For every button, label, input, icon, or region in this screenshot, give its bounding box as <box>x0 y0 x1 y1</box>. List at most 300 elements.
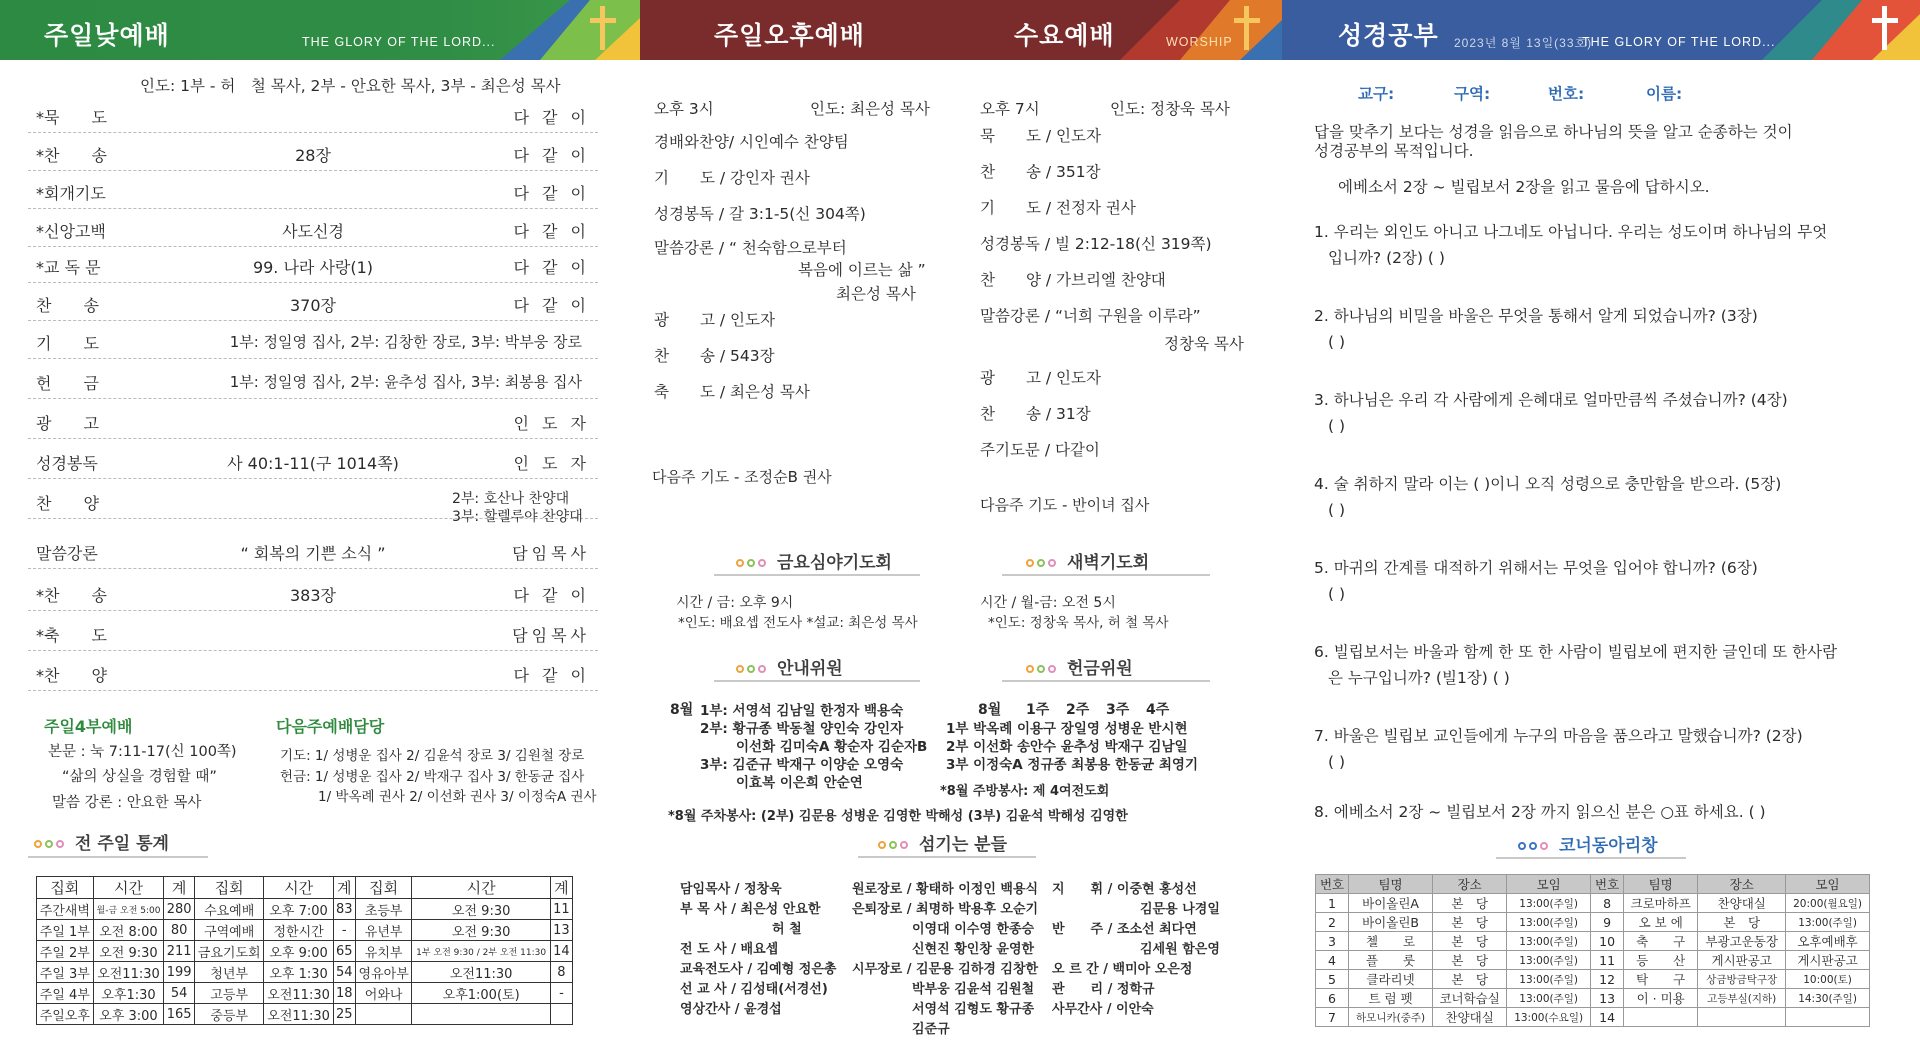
question-text: 8. 에베소서 2장 ~ 빌립보서 2장 까지 읽으신 분은 ○표 하세요. ( ) <box>1314 803 1766 821</box>
order-row <box>28 402 598 439</box>
order-row <box>28 654 598 691</box>
order-content: 사 40:1-11(구 1014쪽) <box>227 454 399 473</box>
table-header-cell: 장소 <box>1433 875 1507 894</box>
question-text: 7. 바울은 빌립보 교인들에게 누구의 마음을 품으라고 말했습니까? (2장) <box>1314 727 1803 745</box>
order-leader: 다 같 이 <box>513 666 590 685</box>
afternoon-leader: 인도: 최은성 목사 <box>810 100 930 118</box>
usher-line: 3부: 김준규 박재구 이양순 오영숙 <box>700 757 904 773</box>
table-cell: 하모니카(중주) <box>1349 1008 1433 1027</box>
dawn-people: *인도: 정창욱 목사, 허 철 목사 <box>988 615 1169 631</box>
afternoon-item: 경배와찬양/ 시인예수 찬양팀 <box>654 133 849 151</box>
fourth-service-text: 본문 : 눅 7:11-17(신 100쪽) <box>48 744 237 760</box>
friday-title: 금요심야기도회 <box>736 548 892 573</box>
table-cell: 13:00(주일) <box>1507 913 1591 932</box>
order-row <box>28 322 598 359</box>
table-cell: 20:00(월요일) <box>1786 894 1870 913</box>
offering-title: 헌금위원 <box>1026 654 1133 679</box>
table-header-cell: 계 <box>164 877 195 899</box>
table-cell: 상금방금탁구장 <box>1698 970 1786 989</box>
bible-question <box>1314 474 1781 521</box>
table-cell: 게시판공고 <box>1698 951 1786 970</box>
divider <box>858 856 1036 858</box>
wednesday-item: 성경봉독 / 빌 2:12-18(신 319쪽) <box>980 235 1212 253</box>
header-bible <box>1282 0 1920 60</box>
order-leader: 다 같 이 <box>513 184 590 203</box>
afternoon-item: 기 도 / 강인자 권사 <box>654 169 810 187</box>
order-label: 광 고 <box>36 414 99 433</box>
header-decoration-sunday <box>500 0 640 60</box>
cross-icon <box>1234 6 1260 50</box>
bible-intro-2: 성경공부의 목적입니다. <box>1314 142 1474 160</box>
afternoon-item: 찬 송 / 543장 <box>654 347 775 365</box>
dots-icon <box>736 659 769 679</box>
order-row <box>28 614 598 651</box>
table-row <box>37 899 573 920</box>
cross-icon <box>1872 6 1898 50</box>
table-cell: 부광고운동장 <box>1698 932 1786 951</box>
table-cell: 본 당 <box>1433 932 1507 951</box>
table-cell <box>1698 1008 1786 1027</box>
order-leader: 다 같 이 <box>513 222 590 241</box>
table-row <box>37 941 573 962</box>
table-header-cell: 집회 <box>194 877 264 899</box>
usher-line: 이효복 이은희 안순연 <box>736 775 863 791</box>
table-cell: 54 <box>164 983 195 1004</box>
table-cell: 13:00(주일) <box>1507 989 1591 1008</box>
table-cell: 오 보 에 <box>1624 913 1698 932</box>
table-row <box>37 983 573 1004</box>
table-cell: 18 <box>333 983 355 1004</box>
header-title: 성경공부 <box>1338 21 1439 50</box>
bible-instruction: 에베소서 2장 ~ 빌립보서 2장을 읽고 물음에 답하시오. <box>1338 178 1710 196</box>
table-header-cell: 계 <box>333 877 355 899</box>
offering-line: 1부 박옥례 이용구 장일영 성병운 반시현 <box>946 721 1188 737</box>
table-cell: 등 산 <box>1624 951 1698 970</box>
table-cell: 첼 로 <box>1349 932 1433 951</box>
question-answer: ( ) <box>1328 417 1346 435</box>
staff-line: 영상간사 / 윤경섭 <box>680 1002 782 1017</box>
order-label: 말씀강론 <box>36 544 98 563</box>
table-cell: 165 <box>164 1004 195 1025</box>
bible-field-1: 구역: <box>1454 85 1491 103</box>
wednesday-leader: 인도: 정창욱 목사 <box>1110 100 1230 118</box>
table-cell: 65 <box>333 941 355 962</box>
fourth-service-theme: “삶의 상실을 경험할 때” <box>62 769 217 785</box>
table-cell: 13 <box>1591 989 1624 1008</box>
order-content: 1부: 정일영 집사, 2부: 김창한 장로, 3부: 박부웅 장로 <box>229 333 582 351</box>
friday-people: *인도: 배요셉 전도사 *설교: 최은성 목사 <box>678 615 918 631</box>
divider <box>714 680 920 682</box>
wednesday-item: 찬 양 / 가브리엘 찬양대 <box>980 271 1166 289</box>
bible-question <box>1314 306 1758 353</box>
staff-line: 은퇴장로 / 최명하 박용후 오순기 <box>852 902 1039 917</box>
table-header-row <box>1316 875 1870 894</box>
table-header-cell: 장소 <box>1698 875 1786 894</box>
table-cell: 211 <box>164 941 195 962</box>
table-row <box>37 1004 573 1025</box>
table-cell: 25 <box>333 1004 355 1025</box>
table-cell: 본 당 <box>1698 913 1786 932</box>
table-cell: 청년부 <box>194 962 264 983</box>
afternoon-item: 말씀강론 / “ 천숙함으로부터 <box>654 239 847 257</box>
staff-line: 담임목사 / 정창욱 <box>680 882 782 897</box>
table-cell: 오전 9:30 <box>93 941 164 962</box>
offering-week: 2주 <box>1066 702 1090 718</box>
table-cell: 오후 1:30 <box>264 962 333 983</box>
wednesday-item: 찬 송 / 351장 <box>980 163 1101 181</box>
order-label: *찬 송 <box>36 586 107 605</box>
table-row <box>1316 989 1870 1008</box>
choirs-title: 코너동아리창 <box>1518 831 1658 856</box>
order-leader: 다 같 이 <box>513 258 590 277</box>
table-header-cell: 시간 <box>412 877 550 899</box>
table-cell: 오후 9:00 <box>264 941 333 962</box>
bible-question <box>1314 222 1827 269</box>
table-cell: 게시판공고 <box>1786 951 1870 970</box>
header-subtitle: THE GLORY OF THE LORD... <box>302 35 496 49</box>
order-content: 28장 <box>295 146 331 165</box>
sunday-leaders: 인도: 1부 - 허 철 목사, 2부 - 안요한 목사, 3부 - 최은성 목사 <box>140 77 561 95</box>
table-cell: 유년부 <box>355 920 412 941</box>
order-row <box>28 96 598 133</box>
order-row <box>28 362 598 399</box>
table-cell: 6 <box>1316 989 1349 1008</box>
order-content: 99. 나라 사랑(1) <box>252 258 374 277</box>
table-cell: 11 <box>1591 951 1624 970</box>
staff-line: 서영석 김형도 황규종 <box>912 1002 1035 1017</box>
table-cell: 탁 구 <box>1624 970 1698 989</box>
order-row <box>28 246 598 283</box>
order-row <box>28 532 598 569</box>
table-header-cell: 팀명 <box>1349 875 1433 894</box>
header-sunday <box>0 0 640 60</box>
table-row <box>1316 932 1870 951</box>
table-cell: 80 <box>164 920 195 941</box>
question-answer: ( ) <box>1328 501 1346 519</box>
table-header-cell: 모임 <box>1507 875 1591 894</box>
header-subtitle-worship: WORSHIP <box>1166 35 1233 49</box>
order-label: 기 도 <box>36 334 99 353</box>
table-cell: 클라리넷 <box>1349 970 1433 989</box>
table-row <box>37 962 573 983</box>
table-cell: 축 구 <box>1624 932 1698 951</box>
wednesday-next-prayer: 다음주 기도 - 반이녀 집사 <box>980 496 1150 514</box>
table-cell: 10:00(토) <box>1786 970 1870 989</box>
wednesday-item: 정창욱 목사 <box>1164 335 1244 353</box>
ushers-title: 안내위원 <box>736 654 843 679</box>
table-cell: 수요예배 <box>194 899 264 920</box>
question-text: 6. 빌립보서는 바울과 함께 한 또 한 사람이 빌립보에 편지한 글인데 또 한사람 <box>1314 643 1838 661</box>
wednesday-time: 오후 7시 <box>980 100 1040 118</box>
table-cell: 12 <box>1591 970 1624 989</box>
staff-line: 박부웅 김윤석 김원철 <box>912 982 1035 997</box>
order-label: *찬 송 <box>36 146 107 165</box>
staff-line: 김준규 <box>912 1022 950 1037</box>
table-cell: 오후 7:00 <box>264 899 333 920</box>
table-cell: 코너학습실 <box>1433 989 1507 1008</box>
table-cell: 13 <box>550 920 572 941</box>
order-label: *축 도 <box>36 626 107 645</box>
afternoon-next-prayer: 다음주 기도 - 조정순B 권사 <box>652 468 832 486</box>
order-leader: 다 같 이 <box>513 108 590 127</box>
table-cell: 주일 1부 <box>37 920 94 941</box>
bible-field-0: 교구: <box>1358 85 1395 103</box>
divider <box>1496 857 1686 859</box>
table-cell: 1 <box>1316 894 1349 913</box>
order-row <box>28 442 598 479</box>
dots-icon <box>878 835 911 855</box>
header-title: 주일낮예배 <box>44 21 170 50</box>
usher-line: 2부: 황규종 박동철 양인숙 강인자 <box>700 721 904 737</box>
afternoon-item: 성경봉독 / 갈 3:1-5(신 304쪽) <box>654 205 866 223</box>
header-subtitle: THE GLORY OF THE LORD... <box>1582 35 1776 49</box>
staff-line: 반 주 / 조소선 최다연 <box>1052 922 1197 937</box>
order-label: *찬 양 <box>36 666 107 685</box>
table-row <box>1316 951 1870 970</box>
table-cell: 주일 2부 <box>37 941 94 962</box>
table-cell: 오후1:30 <box>93 983 164 1004</box>
table-cell: 11 <box>550 899 572 920</box>
choir-table <box>1315 874 1870 1027</box>
next-week-offering: 헌금: 1/ 성병운 집사 2/ 박재구 집사 3/ 한동균 집사 <box>280 769 585 785</box>
wednesday-item: 찬 송 / 31장 <box>980 405 1091 423</box>
table-cell: 주일 3부 <box>37 962 94 983</box>
table-cell: 본 당 <box>1433 913 1507 932</box>
question-text: 1. 우리는 외인도 아니고 나그네도 아닙니다. 우리는 성도이며 하나님의 무엇 <box>1314 223 1828 241</box>
table-cell: 오전11:30 <box>412 962 550 983</box>
next-week-title: 다음주예배담당 <box>276 717 385 736</box>
table-header-cell: 번호 <box>1316 875 1349 894</box>
afternoon-item: 축 도 / 최은성 목사 <box>654 383 810 401</box>
question-answer: 은 누구입니까? (빌1장) ( ) <box>1328 669 1510 687</box>
table-cell: 8 <box>550 962 572 983</box>
table-cell: 주일 4부 <box>37 983 94 1004</box>
bible-question <box>1314 558 1758 605</box>
table-header-row <box>37 877 573 899</box>
table-cell: 8 <box>1591 894 1624 913</box>
staff-line: 이영대 이수영 한종승 <box>912 922 1035 937</box>
table-cell: 83 <box>333 899 355 920</box>
table-cell: 구역예배 <box>194 920 264 941</box>
order-row <box>28 172 598 209</box>
divider <box>1002 680 1210 682</box>
offering-week: 1주 <box>1026 702 1050 718</box>
table-cell: - <box>550 983 572 1004</box>
header-date: 2023년 8월 13일(33호) <box>1454 36 1593 50</box>
table-header-cell: 팀명 <box>1624 875 1698 894</box>
wednesday-item: 광 고 / 인도자 <box>980 369 1101 387</box>
table-cell: 13:00(주일) <box>1786 913 1870 932</box>
table-cell: 본 당 <box>1433 894 1507 913</box>
staff-line: 신현진 황인창 윤영한 <box>912 942 1035 957</box>
fourth-service-title: 주일4부예배 <box>44 717 133 736</box>
order-leader: 다 같 이 <box>513 146 590 165</box>
table-cell: 유치부 <box>355 941 412 962</box>
afternoon-item: 광 고 / 인도자 <box>654 311 775 329</box>
question-answer: ( ) <box>1328 753 1346 771</box>
staff-line: 관 리 / 정학규 <box>1052 982 1155 997</box>
table-cell: 본 당 <box>1433 970 1507 989</box>
order-row <box>28 574 598 611</box>
order-row <box>28 284 598 321</box>
staff-line: 김문용 나경일 <box>1140 902 1220 917</box>
usher-line: 이선화 김미숙A 황순자 김순자B <box>736 739 928 755</box>
order-label: 찬 양 <box>36 494 99 513</box>
stats-table <box>36 876 573 1025</box>
bible-question <box>1314 802 1766 823</box>
order-row <box>28 210 598 247</box>
table-cell: 바이올린A <box>1349 894 1433 913</box>
table-cell: 플 룻 <box>1349 951 1433 970</box>
table-cell <box>1624 1008 1698 1027</box>
staff-line: 김세원 함은영 <box>1140 942 1220 957</box>
dots-icon <box>1026 659 1059 679</box>
staff-line: 사무간사 / 이안숙 <box>1052 1002 1154 1017</box>
header-afternoon-wednesday <box>640 0 1282 60</box>
table-header-cell: 계 <box>550 877 572 899</box>
table-row <box>1316 970 1870 989</box>
table-cell: 14:30(주일) <box>1786 989 1870 1008</box>
question-answer: ( ) <box>1328 585 1346 603</box>
table-cell: 10 <box>1591 932 1624 951</box>
table-cell: 오전 8:00 <box>93 920 164 941</box>
order-row <box>28 134 598 171</box>
dots-icon <box>1026 553 1059 573</box>
staff-line: 오 르 간 / 백미아 오은정 <box>1052 962 1193 977</box>
header-title-afternoon: 주일오후예배 <box>714 21 865 50</box>
order-leader: 인 도 자 <box>513 414 590 433</box>
table-cell: 오후 3:00 <box>93 1004 164 1025</box>
table-cell: 14 <box>1591 1008 1624 1027</box>
table-cell: 9 <box>1591 913 1624 932</box>
offering-week: 3주 <box>1106 702 1130 718</box>
ushers-month: 8월 <box>670 702 694 718</box>
order-leader: 다 같 이 <box>513 586 590 605</box>
next-week-prayer: 기도: 1/ 성병운 집사 2/ 김윤석 장로 3/ 김원철 장로 <box>280 748 585 764</box>
order-content: 383장 <box>290 586 336 605</box>
cross-icon <box>590 6 616 50</box>
table-cell: 54 <box>333 962 355 983</box>
table-row <box>37 920 573 941</box>
table-cell: 크로마하프 <box>1624 894 1698 913</box>
header-title-wednesday: 수요예배 <box>1014 21 1115 50</box>
table-cell: 어와나 <box>355 983 412 1004</box>
table-cell: 오전 9:30 <box>412 920 550 941</box>
table-cell: 13:00(주일) <box>1507 970 1591 989</box>
order-leader: 인 도 자 <box>513 454 590 473</box>
table-cell: 찬양대실 <box>1698 894 1786 913</box>
table-cell: 13:00(주일) <box>1507 951 1591 970</box>
table-cell: 금요기도회 <box>194 941 264 962</box>
table-cell: 찬양대실 <box>1433 1008 1507 1027</box>
table-row <box>1316 894 1870 913</box>
wednesday-item: 말씀강론 / “너희 구원을 이루라” <box>980 307 1201 325</box>
table-cell: 영유아부 <box>355 962 412 983</box>
table-cell: 본 당 <box>1433 951 1507 970</box>
question-text: 2. 하나님의 비밀을 바울은 무엇을 통해서 알게 되었습니까? (3장) <box>1314 307 1758 325</box>
divider <box>1002 574 1210 576</box>
table-cell: 199 <box>164 962 195 983</box>
table-header-cell: 시간 <box>264 877 333 899</box>
offering-week: 4주 <box>1146 702 1170 718</box>
dawn-time: 시간 / 월-금: 오전 5시 <box>980 595 1116 611</box>
table-cell: 14 <box>550 941 572 962</box>
table-cell: 월-금 오전 5:00 <box>93 899 164 920</box>
order-content: 1부: 정일영 집사, 2부: 윤추성 집사, 3부: 최봉용 집사 <box>229 373 582 391</box>
table-cell: 오후1:00(토) <box>412 983 550 1004</box>
stats-title: 전 주일 통계 <box>34 829 169 854</box>
question-text: 5. 마귀의 간계를 대적하기 위해서는 무엇을 입어야 합니까? (6장) <box>1314 559 1758 577</box>
table-cell: 중등부 <box>194 1004 264 1025</box>
table-header-cell: 번호 <box>1591 875 1624 894</box>
order-label: 성경봉독 <box>36 454 98 473</box>
table-cell <box>412 1004 550 1025</box>
table-cell: 오전11:30 <box>264 1004 333 1025</box>
order-label: *신앙고백 <box>36 222 106 241</box>
table-header-cell: 집회 <box>355 877 412 899</box>
dawn-title: 새벽기도회 <box>1026 548 1149 573</box>
staff-line: 부 목 사 / 최은성 안요한 <box>680 902 821 917</box>
bible-question <box>1314 390 1788 437</box>
afternoon-item: 최은성 목사 <box>836 285 916 303</box>
kitchen-service: *8월 주방봉사: 제 4여전도회 <box>940 784 1110 799</box>
offering-line: 2부 이선화 송안수 윤추성 박재구 김남일 <box>946 739 1188 755</box>
order-leader: 담임목사 <box>512 544 590 563</box>
choir-praise-3: 3부: 할렐루야 찬양대 <box>452 509 583 525</box>
order-label: *회개기도 <box>36 184 106 203</box>
table-cell: 13:00(주일) <box>1507 894 1591 913</box>
question-text: 4. 술 취하지 말라 이는 ( )이니 오직 성령으로 충만함을 받으라. (5장) <box>1314 475 1782 493</box>
dots-icon <box>736 553 769 573</box>
offering-line: 3부 이정숙A 정규종 최봉용 한동균 최영기 <box>946 757 1198 773</box>
table-header-cell: 시간 <box>93 877 164 899</box>
staff-line: 원로장로 / 황태하 이정인 백용식 <box>852 882 1039 897</box>
table-row <box>1316 1008 1870 1027</box>
parking-service: *8월 주차봉사: (2부) 김문용 성병운 김영한 박해성 (3부) 김윤석 박해성 김영한 <box>668 809 1128 824</box>
order-content: 사도신경 <box>282 222 344 241</box>
bible-question <box>1314 642 1837 689</box>
order-label: 헌 금 <box>36 374 99 393</box>
table-cell: 초등부 <box>355 899 412 920</box>
table-cell: 280 <box>164 899 195 920</box>
staff-line: 지 휘 / 이중현 홍성선 <box>1052 882 1197 897</box>
staff-title: 섬기는 분들 <box>878 830 1007 855</box>
table-cell: 1부 오전 9:30 / 2부 오전 11:30 <box>412 941 550 962</box>
table-cell: 오전11:30 <box>93 962 164 983</box>
staff-line: 시무장로 / 김문용 김하경 김창한 <box>852 962 1039 977</box>
staff-line: 선 교 사 / 김성태(서경선) <box>680 982 828 997</box>
table-cell: 13:00(주일) <box>1507 932 1591 951</box>
offering-month: 8월 <box>978 702 1002 718</box>
dots-icon <box>1518 836 1551 856</box>
wednesday-item: 묵 도 / 인도자 <box>980 127 1101 145</box>
table-cell: 주일오후 <box>37 1004 94 1025</box>
table-cell: 바이올린B <box>1349 913 1433 932</box>
wednesday-item: 주기도문 / 다같이 <box>980 441 1100 459</box>
order-leader: 담임목사 <box>512 626 590 645</box>
question-text: 3. 하나님은 우리 각 사람에게 은혜대로 얼마만큼씩 주셨습니까? (4장) <box>1314 391 1788 409</box>
fourth-service-sermon: 말씀 강론 : 안요한 목사 <box>52 795 202 811</box>
table-cell: 이 · 미용 <box>1624 989 1698 1008</box>
order-leader: 다 같 이 <box>513 296 590 315</box>
staff-line: 교육전도사 / 김예형 정은총 <box>680 962 837 977</box>
table-cell: 고등부 <box>194 983 264 1004</box>
question-answer: ( ) <box>1328 333 1346 351</box>
table-cell: 고등부실(지하) <box>1698 989 1786 1008</box>
table-header-cell: 모임 <box>1786 875 1870 894</box>
table-cell <box>355 1004 412 1025</box>
order-label: *교 독 문 <box>36 258 101 277</box>
